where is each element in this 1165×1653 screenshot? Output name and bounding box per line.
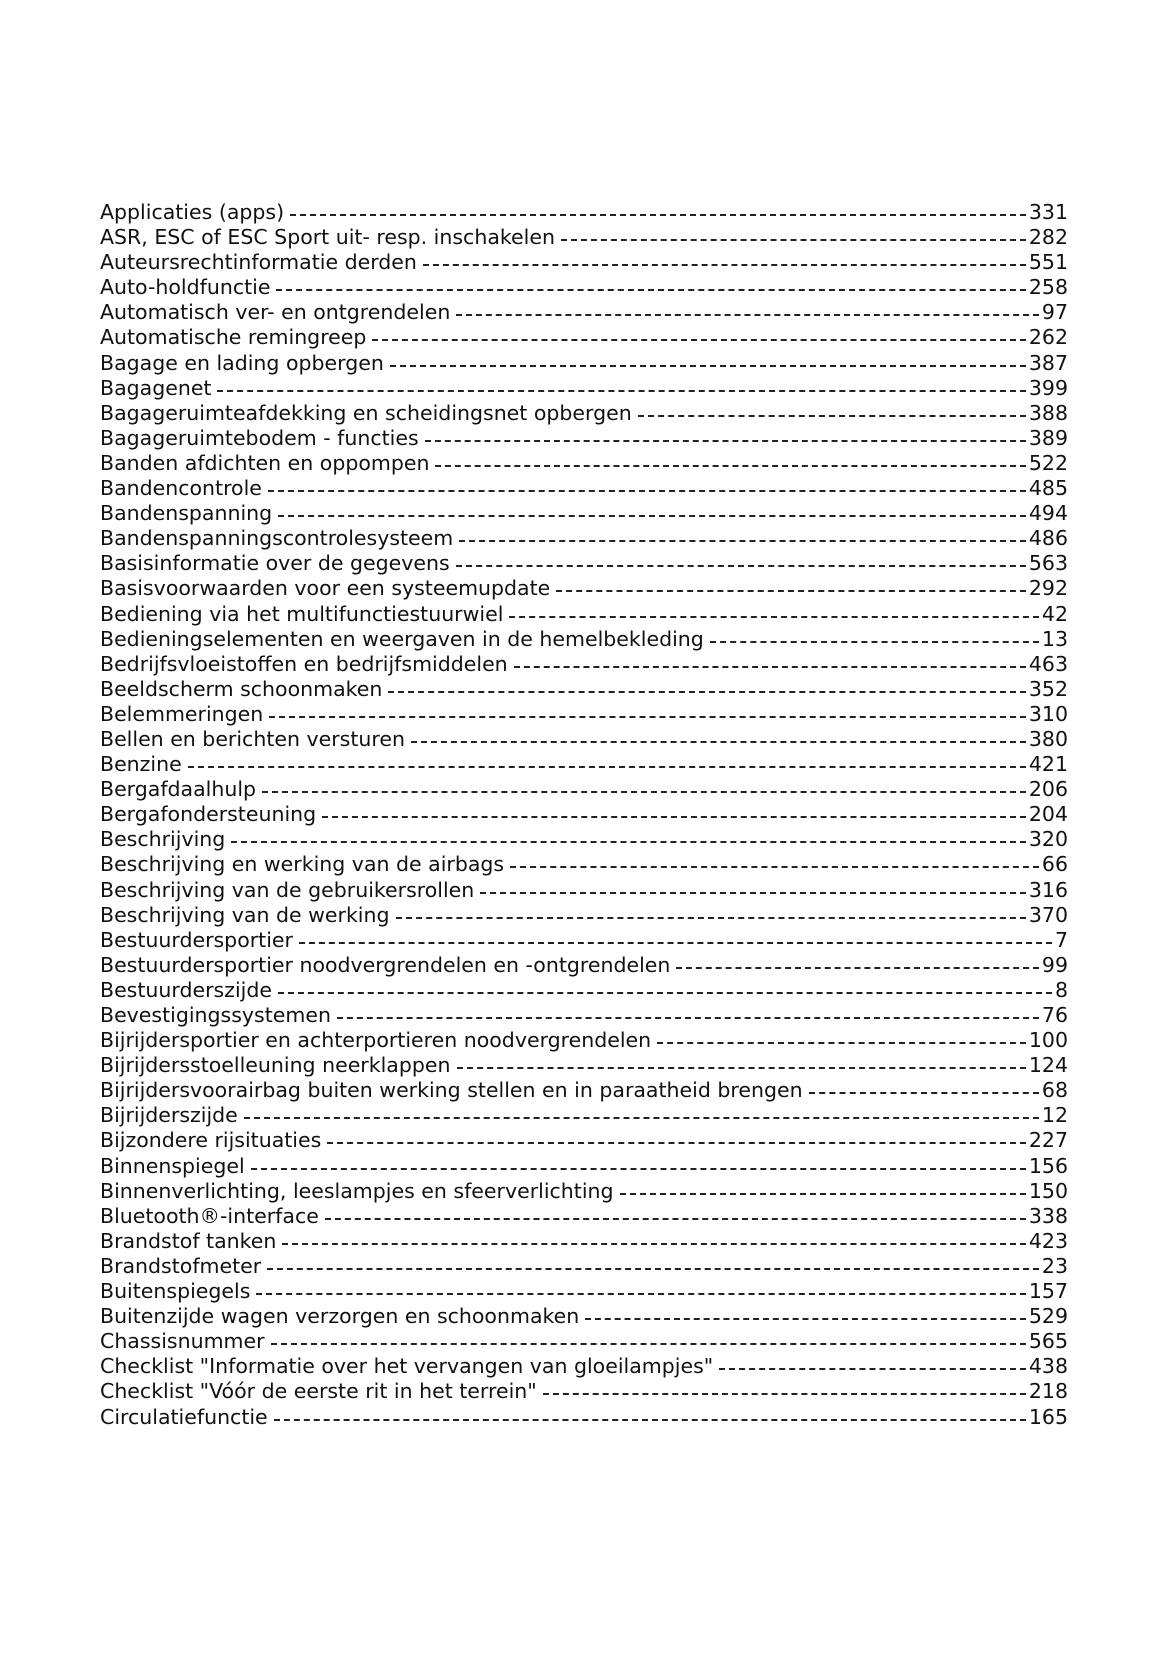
- index-entry: [100, 1078, 1068, 1103]
- page-number: 352: [1028, 676, 1068, 701]
- dot-leader: [456, 314, 1039, 316]
- index-entry: [100, 1128, 1068, 1153]
- page-number: 13: [1041, 626, 1068, 651]
- entry-label: Bijrijdersportier en achterportieren noodvergrendelen: [100, 1028, 652, 1053]
- page-number: 66: [1041, 852, 1068, 877]
- entry-label: Bestuurdersportier: [100, 927, 293, 952]
- page-number: 262: [1028, 325, 1068, 350]
- index-entry: [100, 1279, 1068, 1304]
- page-number: 8: [1054, 977, 1068, 1002]
- page-number: 320: [1028, 827, 1068, 852]
- index-entry: [100, 401, 1068, 426]
- page-number: 68: [1041, 1078, 1068, 1103]
- dot-leader: [390, 365, 1026, 367]
- dot-leader: [269, 716, 1026, 718]
- dot-leader: [372, 339, 1025, 341]
- dot-leader: [396, 917, 1026, 919]
- dot-leader: [231, 841, 1026, 843]
- dot-leader: [271, 1343, 1026, 1345]
- entry-label: Binnenspiegel: [100, 1153, 245, 1178]
- dot-leader: [282, 1243, 1025, 1245]
- index-entry: [100, 928, 1068, 953]
- entry-label: Bagageruimtebodem - functies: [100, 425, 419, 450]
- page-number: 150: [1028, 1178, 1068, 1203]
- dot-leader: [268, 490, 1026, 492]
- entry-label: Bijrijdersvoorairbag buiten werking stellen en in paraatheid brengen: [100, 1078, 803, 1103]
- entry-label: Circulatiefunctie: [100, 1404, 268, 1429]
- page-number: 399: [1028, 375, 1068, 400]
- page-number: 100: [1028, 1028, 1068, 1053]
- page-number: 389: [1028, 425, 1068, 450]
- entry-label: Basisvoorwaarden voor een systeemupdate: [100, 576, 551, 601]
- entry-label: Bijrijderszijde: [100, 1103, 238, 1128]
- page-number: 485: [1028, 476, 1068, 501]
- page-number: 282: [1028, 225, 1068, 250]
- index-list: [100, 200, 1068, 1430]
- entry-label: Beschrijving van de werking: [100, 902, 390, 927]
- page-number: 218: [1028, 1379, 1068, 1404]
- dot-leader: [244, 1117, 1039, 1119]
- index-entry: [100, 1179, 1068, 1204]
- index-entry: [100, 1003, 1068, 1028]
- index-entry: [100, 878, 1068, 903]
- index-entry: [100, 752, 1068, 777]
- dot-leader: [657, 1042, 1026, 1044]
- page-number: 227: [1028, 1128, 1068, 1153]
- entry-label: Auto-holdfunctie: [100, 275, 271, 300]
- dot-leader: [435, 465, 1025, 467]
- entry-label: Bellen en berichten versturen: [100, 726, 405, 751]
- dot-leader: [251, 1168, 1026, 1170]
- entry-label: Bagagenet: [100, 375, 212, 400]
- index-entry: [100, 953, 1068, 978]
- index-entry: [100, 777, 1068, 802]
- index-entry: [100, 1304, 1068, 1329]
- index-entry: [100, 1154, 1068, 1179]
- entry-label: Bedrijfsvloeistoffen en bedrijfsmiddelen: [100, 651, 508, 676]
- entry-label: Bandencontrole: [100, 476, 262, 501]
- dot-leader: [710, 641, 1039, 643]
- dot-leader: [561, 239, 1026, 241]
- index-entry: [100, 1405, 1068, 1430]
- entry-label: Beschrijving: [100, 827, 226, 852]
- index-entry: [100, 702, 1068, 727]
- dot-leader: [256, 1293, 1025, 1295]
- page-number: 331: [1028, 200, 1068, 224]
- dot-leader: [423, 264, 1026, 266]
- index-entry: [100, 225, 1068, 250]
- index-entry: [100, 1053, 1068, 1078]
- page-number: 97: [1041, 300, 1068, 325]
- index-entry: [100, 526, 1068, 551]
- dot-leader: [337, 1017, 1039, 1019]
- entry-label: Bandenspanning: [100, 501, 273, 526]
- dot-leader: [809, 1092, 1039, 1094]
- entry-label: Auteursrechtinformatie derden: [100, 250, 417, 275]
- entry-label: Banden afdichten en oppompen: [100, 450, 430, 475]
- entry-label: Beeldscherm schoonmaken: [100, 676, 383, 701]
- entry-label: ASR, ESC of ESC Sport uit- resp. inschakelen: [100, 225, 555, 250]
- dot-leader: [188, 766, 1026, 768]
- entry-label: Bestuurdersportier noodvergrendelen en -ontgrendelen: [100, 952, 671, 977]
- page-number: 99: [1041, 952, 1068, 977]
- entry-label: Beschrijving van de gebruikersrollen: [100, 877, 475, 902]
- page-number: 438: [1028, 1354, 1068, 1379]
- page-number: 258: [1028, 275, 1068, 300]
- page-number: 292: [1028, 576, 1068, 601]
- dot-leader: [719, 1368, 1026, 1370]
- dot-leader: [276, 289, 1025, 291]
- dot-leader: [456, 565, 1026, 567]
- entry-label: Brandstof tanken: [100, 1228, 277, 1253]
- dot-leader: [425, 440, 1026, 442]
- index-entry: [100, 802, 1068, 827]
- dot-leader: [217, 390, 1025, 392]
- page-number: 157: [1028, 1279, 1068, 1304]
- dot-leader: [556, 590, 1026, 592]
- entry-label: Bijrijdersstoelleuning neerklappen: [100, 1053, 451, 1078]
- index-entry: [100, 501, 1068, 526]
- index-entry: [100, 1254, 1068, 1279]
- dot-leader: [510, 866, 1039, 868]
- index-entry: [100, 250, 1068, 275]
- index-entry: [100, 827, 1068, 852]
- entry-label: Beschrijving en werking van de airbags: [100, 852, 505, 877]
- entry-label: Checklist "Vóór de eerste rit in het terrein": [100, 1379, 537, 1404]
- page-number: 463: [1028, 651, 1068, 676]
- index-entry: [100, 1379, 1068, 1404]
- page-number: 316: [1028, 877, 1068, 902]
- entry-label: Basisinformatie over de gegevens: [100, 551, 450, 576]
- index-entry: [100, 325, 1068, 350]
- page-number: 23: [1041, 1253, 1068, 1278]
- entry-label: Buitenspiegels: [100, 1279, 251, 1304]
- dot-leader: [290, 214, 1026, 216]
- entry-label: Bandenspanningscontrolesysteem: [100, 526, 454, 551]
- entry-label: Chassisnummer: [100, 1329, 265, 1354]
- dot-leader: [267, 1268, 1039, 1270]
- page-number: 563: [1028, 551, 1068, 576]
- index-entry: [100, 476, 1068, 501]
- entry-label: Automatische remingreep: [100, 325, 367, 350]
- page-number: 310: [1028, 701, 1068, 726]
- dot-leader: [278, 992, 1052, 994]
- entry-label: Checklist "Informatie over het vervangen van gloeilampjes": [100, 1354, 714, 1379]
- page-number: 165: [1028, 1404, 1068, 1429]
- page-number: 565: [1028, 1329, 1068, 1354]
- page-number: 124: [1028, 1053, 1068, 1078]
- dot-leader: [278, 515, 1026, 517]
- page-number: 494: [1028, 501, 1068, 526]
- page-number: 204: [1028, 802, 1068, 827]
- entry-label: Benzine: [100, 752, 182, 777]
- entry-label: Belemmeringen: [100, 701, 264, 726]
- page-number: 7: [1054, 927, 1068, 952]
- entry-label: Bedieningselementen en weergaven in de hemelbekleding: [100, 626, 704, 651]
- dot-leader: [585, 1318, 1026, 1320]
- dot-leader: [274, 1419, 1026, 1421]
- index-entry: [100, 677, 1068, 702]
- entry-label: Bergafondersteuning: [100, 802, 317, 827]
- index-entry: [100, 1204, 1068, 1229]
- index-entry: [100, 1028, 1068, 1053]
- entry-label: Bijzondere rijsituaties: [100, 1128, 322, 1153]
- page-number: 529: [1028, 1304, 1068, 1329]
- index-entry: [100, 451, 1068, 476]
- entry-label: Brandstofmeter: [100, 1253, 262, 1278]
- dot-leader: [638, 415, 1026, 417]
- dot-leader: [299, 942, 1052, 944]
- page-number: 387: [1028, 350, 1068, 375]
- page-number: 380: [1028, 726, 1068, 751]
- entry-label: Buitenzijde wagen verzorgen en schoonmaken: [100, 1304, 580, 1329]
- index-entry: [100, 376, 1068, 401]
- index-entry: [100, 200, 1068, 225]
- index-entry: [100, 1103, 1068, 1128]
- page-number: 76: [1041, 1003, 1068, 1027]
- dot-leader: [325, 1218, 1026, 1220]
- index-entry: [100, 652, 1068, 677]
- index-entry: [100, 627, 1068, 652]
- index-entry: [100, 978, 1068, 1003]
- dot-leader: [480, 892, 1026, 894]
- index-entry: [100, 551, 1068, 576]
- entry-label: Bagage en lading opbergen: [100, 350, 384, 375]
- entry-label: Bagageruimteafdekking en scheidingsnet opbergen: [100, 400, 632, 425]
- index-entry: [100, 852, 1068, 877]
- page-number: 421: [1028, 752, 1068, 777]
- index-entry: [100, 1354, 1068, 1379]
- entry-label: Bediening via het multifunctiestuurwiel: [100, 601, 504, 626]
- entry-label: Bluetooth®-interface: [100, 1203, 319, 1228]
- page-number: 423: [1028, 1228, 1068, 1253]
- index-entry: [100, 576, 1068, 601]
- entry-label: Binnenverlichting, leeslampjes en sfeerverlichting: [100, 1178, 614, 1203]
- dot-leader: [509, 616, 1039, 618]
- page-number: 370: [1028, 902, 1068, 927]
- dot-leader: [676, 967, 1039, 969]
- dot-leader: [459, 540, 1026, 542]
- page-number: 156: [1028, 1153, 1068, 1178]
- dot-leader: [543, 1393, 1026, 1395]
- index-entry: [100, 426, 1068, 451]
- dot-leader: [322, 816, 1026, 818]
- entry-label: Automatisch ver- en ontgrendelen: [100, 300, 451, 325]
- page-number: 206: [1028, 777, 1068, 802]
- dot-leader: [411, 741, 1026, 743]
- index-entry: [100, 727, 1068, 752]
- index-entry: [100, 275, 1068, 300]
- page-number: 522: [1028, 450, 1068, 475]
- index-entry: [100, 602, 1068, 627]
- entry-label: Applicaties (apps): [100, 200, 285, 224]
- page-number: 388: [1028, 400, 1068, 425]
- index-entry: [100, 903, 1068, 928]
- dot-leader: [327, 1142, 1026, 1144]
- page-number: 12: [1041, 1103, 1068, 1128]
- dot-leader: [514, 666, 1026, 668]
- entry-label: Bestuurderszijde: [100, 977, 272, 1002]
- index-entry: [100, 300, 1068, 325]
- dot-leader: [262, 791, 1026, 793]
- page-number: 338: [1028, 1203, 1068, 1228]
- page-number: 42: [1041, 601, 1068, 626]
- index-entry: [100, 351, 1068, 376]
- dot-leader: [457, 1067, 1026, 1069]
- page-number: 486: [1028, 526, 1068, 551]
- dot-leader: [620, 1193, 1026, 1195]
- index-entry: [100, 1229, 1068, 1254]
- entry-label: Bevestigingssystemen: [100, 1003, 331, 1027]
- index-entry: [100, 1329, 1068, 1354]
- dot-leader: [388, 691, 1025, 693]
- entry-label: Bergafdaalhulp: [100, 777, 257, 802]
- page-number: 551: [1028, 250, 1068, 275]
